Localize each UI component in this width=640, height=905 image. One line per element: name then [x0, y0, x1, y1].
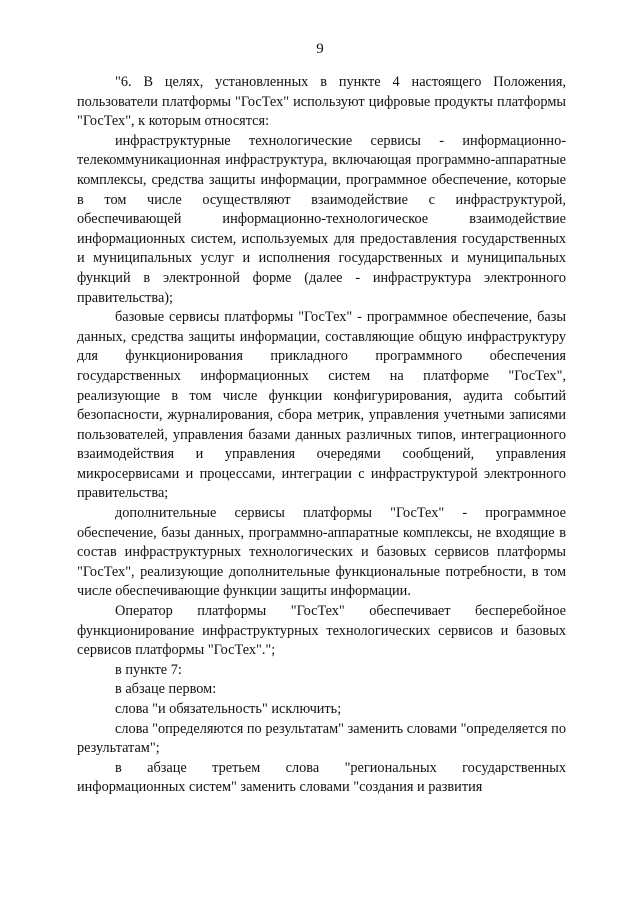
document-body [77, 73, 566, 798]
paragraph-third-subclause: в абзаце третьем слова "региональных государственных информационных систем" заменить словами "создания и развития [77, 759, 566, 796]
paragraph-replace-words: слова "определяются по результатам" заменить словами "определяется по результатам"; [77, 720, 566, 757]
paragraph-base-services: базовые сервисы платформы "ГосТех" - программное обеспечение, базы данных, средства защиты информации, составляющие общую инфраструктуру для функционирования прикладного программного обеспечения государственных информационных систем на платформе "ГосТех", реализующие в том числе функции конфигурирования, аудита событий безопасности, журналирования, сбора метрик, управления учетными записями пользователей, управления базами данных различных типов, интеграционного взаимодействия и управления очередями сообщений, управления микросервисами и процессами, интеграции с инфраструктурой электронного правительства; [77, 309, 566, 502]
page-number: 9 [316, 41, 324, 57]
paragraph-clause-6-intro: "6. В целях, установленных в пункте 4 настоящего Положения, пользователи платформы "ГосТех" используют цифровые продукты платформы "ГосТех", к которым относятся: [77, 74, 566, 130]
paragraph-operator-duty: Оператор платформы "ГосТех" обеспечивает бесперебойное функционирование инфраструктурных технологических сервисов и базовых сервисов платформы "ГосТех"."; [77, 603, 566, 659]
paragraph-additional-services: дополнительные сервисы платформы "ГосТех" - программное обеспечение, базы данных, программно-аппаратные комплексы, не входящие в состав инфраструктурных технологических и базовых сервисов платформы "ГосТех", реализующие дополнительные функциональные потребности, в том числе обеспечивающие функции защиты информации. [77, 505, 566, 600]
paragraph-infrastructure-services: инфраструктурные технологические сервисы - информационно-телекоммуникационная инфраструктура, включающая программно-аппаратные комплексы, средства защиты информации, программное обеспечение, которые в том числе осуществляют взаимодействие с инфраструктурой, обеспечивающей информационно-технологическое взаимодействие информационных систем, используемых для предоставления государственных и муниципальных услуг и исполнения государственных и муниципальных функций в электронной форме (далее - инфраструктура электронного правительства); [77, 132, 566, 306]
paragraph-first-subclause: в абзаце первом: [115, 681, 217, 698]
paragraph-remove-words: слова "и обязательность" исключить; [115, 701, 342, 717]
paragraph-clause-7: в пункте 7: [115, 661, 182, 678]
